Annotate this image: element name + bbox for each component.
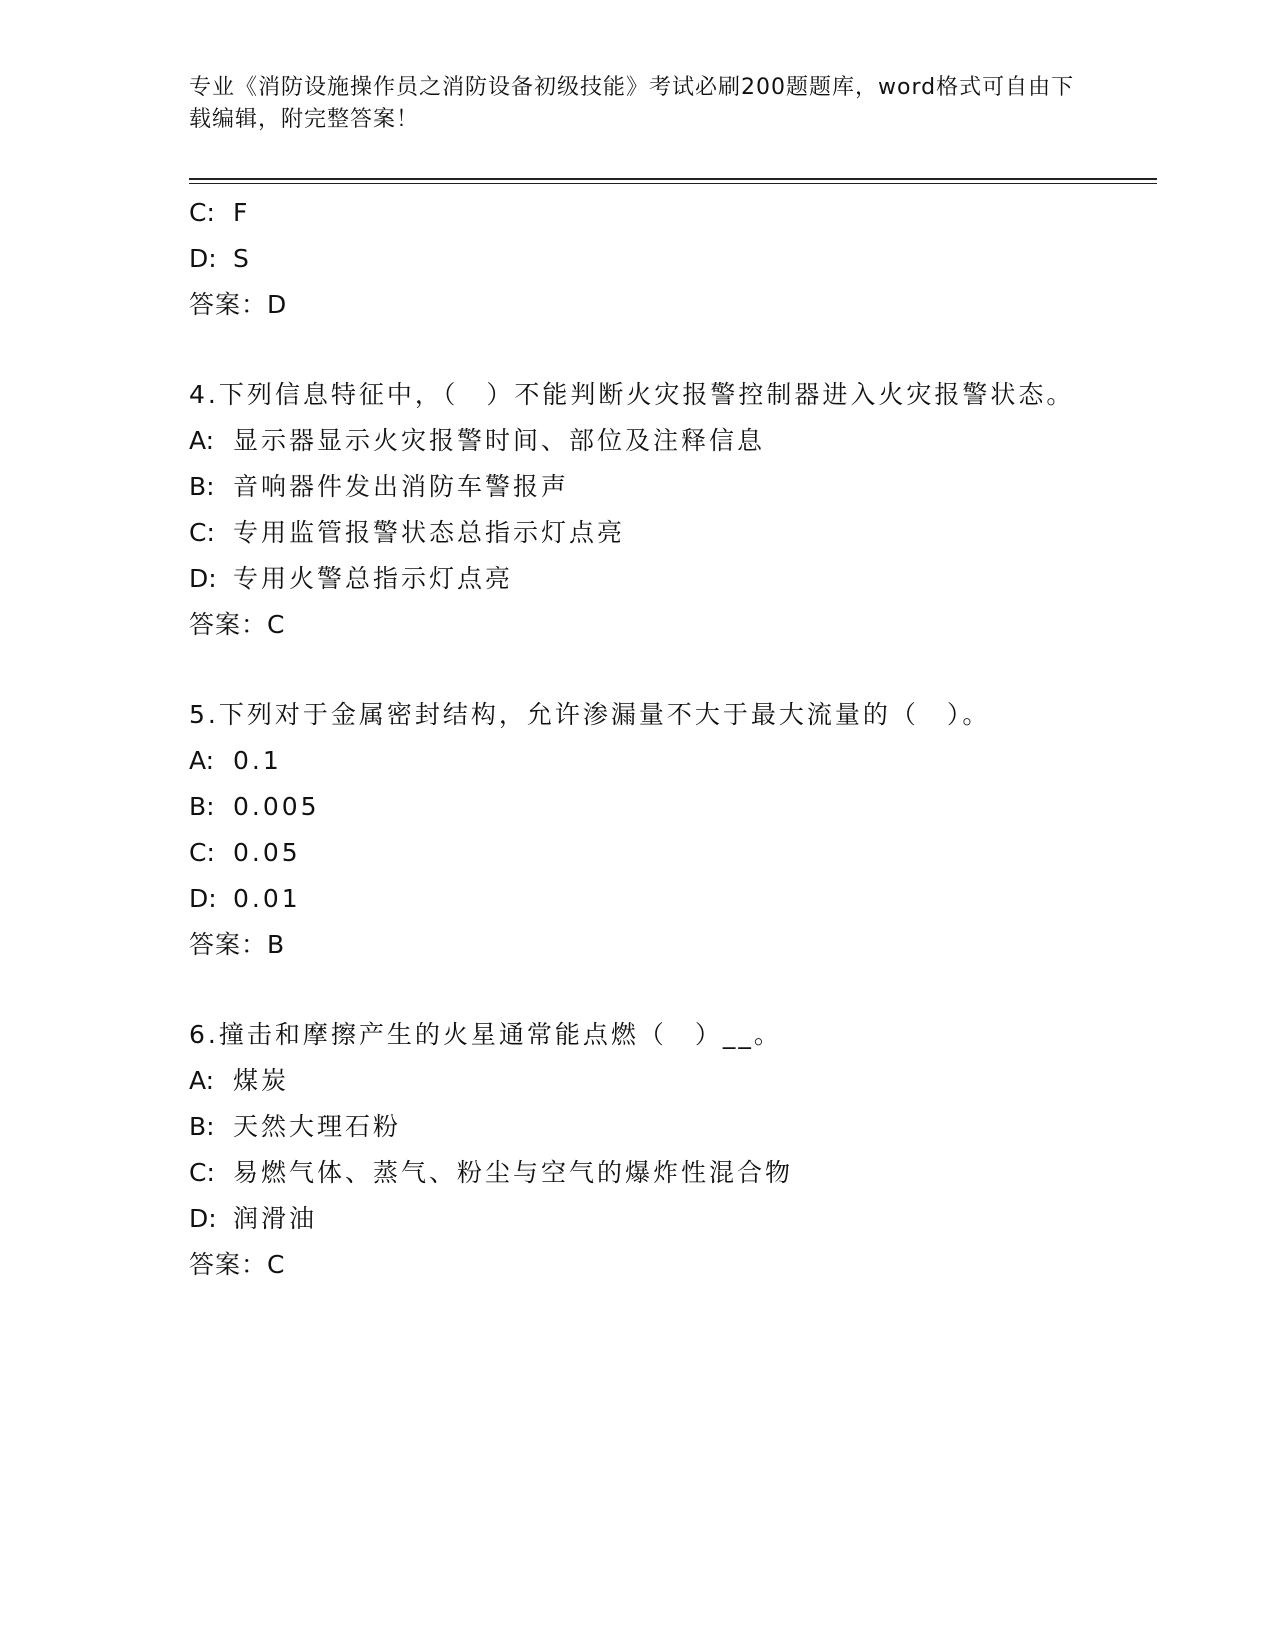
option-text: 润滑油 — [233, 1204, 318, 1233]
option-b — [189, 784, 1089, 830]
option-text: 煤炭 — [233, 1066, 290, 1095]
option-text: 显示器显示火灾报警时间、部位及注释信息 — [233, 426, 766, 455]
option-text: 0.05 — [233, 838, 301, 867]
header-divider — [189, 178, 1157, 184]
option-text: 音响器件发出消防车警报声 — [233, 472, 570, 501]
option-label: B: — [189, 472, 215, 501]
question-stem: 6.撞击和摩擦产生的火星通常能点燃（ ）__。 — [189, 1020, 782, 1049]
option-label: D: — [189, 884, 217, 913]
option-label: D: — [189, 244, 217, 273]
carryover-question — [189, 190, 1089, 328]
option-text: 0.01 — [233, 884, 301, 913]
option-a — [189, 418, 1089, 464]
answer-line: 答案：C — [189, 610, 286, 639]
option-label: A: — [189, 426, 215, 455]
option-a — [189, 1058, 1089, 1104]
option-label: A: — [189, 746, 215, 775]
answer-line: 答案：B — [189, 930, 286, 959]
option-text: F — [233, 198, 251, 227]
option-c — [189, 510, 1089, 556]
page-header: 专业《消防设施操作员之消防设备初级技能》考试必刷200题题库，word格式可自由下载编辑，附完整答案！ — [189, 75, 1075, 132]
question-6 — [189, 1012, 1089, 1288]
document-body — [189, 190, 1089, 1288]
option-text: S — [233, 244, 252, 273]
option-c — [189, 190, 1089, 236]
option-label: D: — [189, 1204, 217, 1233]
option-d — [189, 556, 1089, 602]
option-text: 天然大理石粉 — [233, 1112, 402, 1141]
option-b — [189, 1104, 1089, 1150]
question-stem: 4.下列信息特征中，（ ）不能判断火灾报警控制器进入火灾报警状态。 — [189, 380, 1075, 409]
question-5 — [189, 692, 1089, 968]
option-d — [189, 1196, 1089, 1242]
option-a — [189, 738, 1089, 784]
answer-line: 答案：C — [189, 1250, 286, 1279]
option-label: C: — [189, 198, 215, 227]
option-text: 0.1 — [233, 746, 282, 775]
option-label: B: — [189, 792, 215, 821]
option-d — [189, 876, 1089, 922]
option-label: D: — [189, 564, 217, 593]
question-4 — [189, 372, 1089, 648]
option-text: 专用火警总指示灯点亮 — [233, 564, 514, 593]
option-c — [189, 830, 1089, 876]
option-text: 专用监管报警状态总指示灯点亮 — [233, 518, 626, 547]
option-text: 易燃气体、蒸气、粉尘与空气的爆炸性混合物 — [233, 1158, 794, 1187]
option-d — [189, 236, 1089, 282]
option-b — [189, 464, 1089, 510]
option-label: C: — [189, 1158, 215, 1187]
option-label: C: — [189, 518, 215, 547]
option-text: 0.005 — [233, 792, 320, 821]
option-label: C: — [189, 838, 215, 867]
option-c — [189, 1150, 1089, 1196]
question-stem: 5.下列对于金属密封结构，允许渗漏量不大于最大流量的（ ）。 — [189, 700, 991, 729]
option-label: B: — [189, 1112, 215, 1141]
answer-line: 答案：D — [189, 290, 288, 319]
option-label: A: — [189, 1066, 215, 1095]
